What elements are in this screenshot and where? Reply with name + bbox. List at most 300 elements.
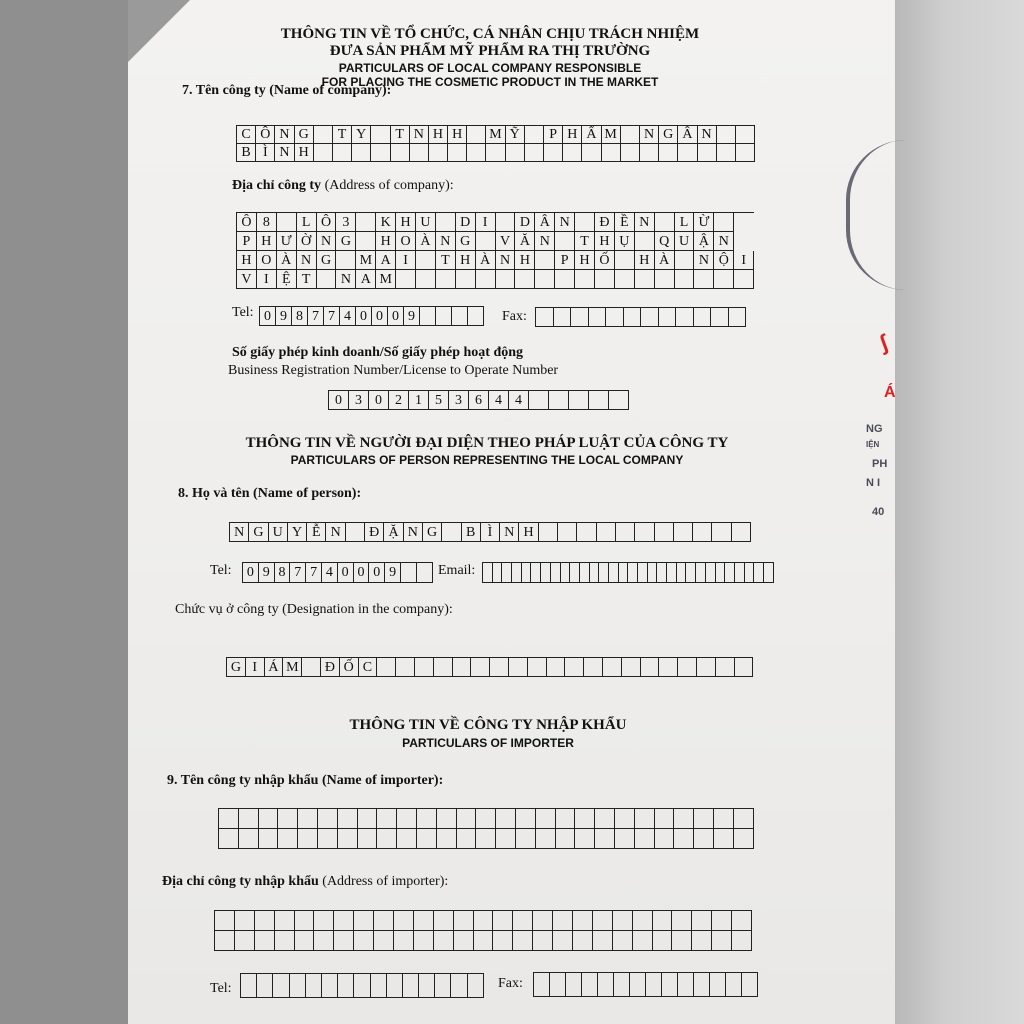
char-box[interactable]	[322, 974, 338, 998]
char-box[interactable]	[696, 563, 706, 583]
char-box[interactable]	[496, 829, 516, 849]
char-box[interactable]	[535, 251, 555, 270]
char-box[interactable]	[672, 911, 692, 931]
char-box[interactable]	[544, 144, 563, 162]
char-box[interactable]	[615, 270, 635, 289]
char-box[interactable]	[448, 144, 467, 162]
char-box[interactable]: 0	[260, 307, 276, 326]
char-box[interactable]	[528, 658, 547, 677]
char-box[interactable]	[241, 974, 257, 998]
person-name-grid[interactable]	[229, 522, 751, 542]
char-box[interactable]	[536, 809, 556, 829]
char-box[interactable]: 7	[308, 307, 324, 326]
char-box[interactable]: N	[336, 270, 356, 289]
char-box[interactable]: P	[555, 251, 575, 270]
char-box[interactable]	[436, 270, 456, 289]
char-box[interactable]	[622, 658, 641, 677]
char-box[interactable]: 3	[449, 391, 469, 410]
char-box[interactable]: M	[602, 126, 621, 144]
char-box[interactable]	[318, 809, 338, 829]
char-box[interactable]: I	[396, 251, 416, 270]
char-box[interactable]	[590, 563, 600, 583]
char-box[interactable]: 9	[385, 563, 401, 583]
char-box[interactable]	[338, 974, 354, 998]
char-box[interactable]	[516, 809, 536, 829]
char-box[interactable]: 0	[354, 563, 370, 583]
char-box[interactable]	[678, 973, 694, 997]
char-box[interactable]	[354, 974, 370, 998]
char-box[interactable]	[547, 658, 566, 677]
char-box[interactable]: T	[575, 232, 595, 251]
char-box[interactable]: H	[635, 251, 655, 270]
char-box[interactable]: Ờ	[297, 232, 317, 251]
char-box[interactable]	[454, 931, 474, 951]
char-box[interactable]: 0	[372, 307, 388, 326]
char-box[interactable]	[716, 658, 735, 677]
char-box[interactable]: H	[448, 126, 467, 144]
char-box[interactable]	[338, 809, 358, 829]
char-box[interactable]: N	[500, 523, 519, 542]
char-box[interactable]	[298, 809, 318, 829]
char-box[interactable]	[609, 391, 629, 410]
char-box[interactable]: H	[429, 126, 448, 144]
char-box[interactable]	[736, 144, 755, 162]
char-box[interactable]: 4	[322, 563, 338, 583]
char-box[interactable]: V	[237, 270, 257, 289]
char-box[interactable]	[653, 931, 673, 951]
char-box[interactable]	[506, 144, 525, 162]
char-box[interactable]	[377, 658, 396, 677]
char-box[interactable]: I	[257, 270, 277, 289]
company-name-grid[interactable]	[236, 125, 755, 162]
char-box[interactable]	[621, 144, 640, 162]
char-box[interactable]: O	[396, 232, 416, 251]
char-box[interactable]	[502, 563, 512, 583]
char-box[interactable]	[613, 931, 633, 951]
char-box[interactable]	[219, 809, 239, 829]
char-box[interactable]	[391, 144, 410, 162]
char-box[interactable]	[219, 829, 239, 849]
char-box[interactable]	[403, 974, 419, 998]
char-box[interactable]	[371, 144, 390, 162]
char-box[interactable]	[599, 563, 609, 583]
char-box[interactable]	[215, 911, 235, 931]
char-box[interactable]	[476, 270, 496, 289]
char-box[interactable]	[215, 931, 235, 951]
char-box[interactable]	[714, 829, 734, 849]
char-box[interactable]	[512, 563, 522, 583]
char-box[interactable]: Ô	[256, 126, 275, 144]
char-box[interactable]	[717, 144, 736, 162]
char-box[interactable]	[453, 658, 472, 677]
char-box[interactable]: Ố	[595, 251, 615, 270]
char-box[interactable]: N	[694, 251, 714, 270]
char-box[interactable]	[686, 563, 696, 583]
char-box[interactable]: O	[257, 251, 277, 270]
char-box[interactable]	[468, 974, 484, 998]
char-box[interactable]: L	[675, 213, 695, 232]
char-box[interactable]	[638, 563, 648, 583]
char-box[interactable]: 3	[349, 391, 369, 410]
char-box[interactable]: H	[376, 232, 396, 251]
char-box[interactable]: 2	[389, 391, 409, 410]
char-box[interactable]	[584, 658, 603, 677]
char-box[interactable]: N	[496, 251, 516, 270]
char-box[interactable]	[674, 523, 693, 542]
char-box[interactable]	[675, 251, 695, 270]
char-box[interactable]	[338, 829, 358, 849]
char-box[interactable]	[255, 931, 275, 951]
char-box[interactable]: N	[535, 232, 555, 251]
char-box[interactable]	[531, 563, 541, 583]
char-box[interactable]: À	[476, 251, 496, 270]
char-box[interactable]	[474, 911, 494, 931]
char-box[interactable]: M	[283, 658, 302, 677]
char-box[interactable]	[698, 144, 717, 162]
char-box[interactable]	[295, 911, 315, 931]
char-box[interactable]	[635, 829, 655, 849]
char-box[interactable]	[655, 270, 675, 289]
char-box[interactable]	[354, 931, 374, 951]
char-box[interactable]	[712, 911, 732, 931]
char-box[interactable]	[573, 911, 593, 931]
char-box[interactable]	[457, 809, 477, 829]
char-box[interactable]: 8	[257, 213, 277, 232]
char-box[interactable]	[257, 974, 273, 998]
char-box[interactable]: 7	[324, 307, 340, 326]
char-box[interactable]: 9	[259, 563, 275, 583]
char-box[interactable]	[456, 270, 476, 289]
char-box[interactable]: I	[246, 658, 265, 677]
char-box[interactable]: Đ	[365, 523, 384, 542]
char-box[interactable]	[621, 126, 640, 144]
char-box[interactable]: G	[423, 523, 442, 542]
char-box[interactable]: G	[336, 232, 356, 251]
char-box[interactable]	[558, 523, 577, 542]
char-box[interactable]: N	[640, 126, 659, 144]
char-box[interactable]	[589, 308, 607, 327]
char-box[interactable]	[575, 809, 595, 829]
char-box[interactable]	[640, 144, 659, 162]
char-box[interactable]	[556, 809, 576, 829]
char-box[interactable]: H	[257, 232, 277, 251]
char-box[interactable]: T	[436, 251, 456, 270]
char-box[interactable]: C	[237, 126, 256, 144]
char-box[interactable]: Â	[535, 213, 555, 232]
char-box[interactable]	[561, 563, 571, 583]
char-box[interactable]	[434, 911, 454, 931]
char-box[interactable]	[672, 931, 692, 951]
char-box[interactable]: C	[359, 658, 378, 677]
char-box[interactable]: Ừ	[694, 213, 714, 232]
char-box[interactable]	[553, 911, 573, 931]
char-box[interactable]	[613, 911, 633, 931]
char-box[interactable]	[496, 270, 516, 289]
char-box[interactable]	[396, 658, 415, 677]
char-box[interactable]	[522, 563, 532, 583]
char-box[interactable]	[417, 809, 437, 829]
char-box[interactable]	[633, 911, 653, 931]
char-box[interactable]: A	[376, 251, 396, 270]
char-box[interactable]	[534, 973, 550, 997]
char-box[interactable]	[693, 523, 712, 542]
char-box[interactable]	[259, 829, 279, 849]
char-box[interactable]	[536, 308, 554, 327]
char-box[interactable]: Ẩ	[582, 126, 601, 144]
char-box[interactable]	[476, 232, 496, 251]
company-tel-grid[interactable]	[259, 306, 484, 326]
char-box[interactable]: 0	[369, 563, 385, 583]
char-box[interactable]	[566, 973, 582, 997]
char-box[interactable]: N	[326, 523, 345, 542]
char-box[interactable]	[525, 144, 544, 162]
char-box[interactable]	[302, 658, 321, 677]
char-box[interactable]	[541, 563, 551, 583]
char-box[interactable]: Ố	[340, 658, 359, 677]
char-box[interactable]	[493, 911, 513, 931]
char-box[interactable]	[635, 232, 655, 251]
char-box[interactable]: Ậ	[694, 232, 714, 251]
char-box[interactable]: Ễ	[307, 523, 326, 542]
char-box[interactable]: À	[277, 251, 297, 270]
char-box[interactable]	[734, 829, 754, 849]
char-box[interactable]	[496, 809, 516, 829]
char-box[interactable]	[735, 563, 745, 583]
char-box[interactable]: P	[544, 126, 563, 144]
char-box[interactable]	[414, 931, 434, 951]
char-box[interactable]: H	[396, 213, 416, 232]
char-box[interactable]: D	[515, 213, 535, 232]
char-box[interactable]	[606, 308, 624, 327]
char-box[interactable]: 8	[292, 307, 308, 326]
char-box[interactable]	[593, 911, 613, 931]
char-box[interactable]: N	[436, 232, 456, 251]
char-box[interactable]: Ă	[515, 232, 535, 251]
char-box[interactable]: 5	[429, 391, 449, 410]
char-box[interactable]: Q	[655, 232, 675, 251]
char-box[interactable]	[595, 809, 615, 829]
char-box[interactable]	[356, 232, 376, 251]
char-box[interactable]: N	[230, 523, 249, 542]
char-box[interactable]	[435, 974, 451, 998]
char-box[interactable]: Ặ	[384, 523, 403, 542]
char-box[interactable]	[235, 911, 255, 931]
char-box[interactable]: V	[496, 232, 516, 251]
char-box[interactable]	[352, 144, 371, 162]
char-box[interactable]: N	[410, 126, 429, 144]
char-box[interactable]	[533, 911, 553, 931]
char-box[interactable]	[275, 911, 295, 931]
char-box[interactable]	[662, 973, 678, 997]
char-box[interactable]: M	[486, 126, 505, 144]
char-box[interactable]: Â	[678, 126, 697, 144]
char-box[interactable]: G	[295, 126, 314, 144]
char-box[interactable]	[474, 931, 494, 951]
char-box[interactable]	[555, 232, 575, 251]
char-box[interactable]	[754, 563, 764, 583]
char-box[interactable]	[674, 829, 694, 849]
char-box[interactable]	[595, 270, 615, 289]
char-box[interactable]	[716, 563, 726, 583]
char-box[interactable]	[657, 563, 667, 583]
char-box[interactable]	[624, 308, 642, 327]
char-box[interactable]	[336, 251, 356, 270]
char-box[interactable]	[725, 563, 735, 583]
char-box[interactable]	[659, 308, 677, 327]
char-box[interactable]	[575, 270, 595, 289]
designation-grid[interactable]	[226, 657, 753, 677]
char-box[interactable]: 1	[409, 391, 429, 410]
char-box[interactable]: T	[333, 126, 352, 144]
char-box[interactable]	[346, 523, 365, 542]
char-box[interactable]: 0	[369, 391, 389, 410]
char-box[interactable]	[554, 308, 572, 327]
char-box[interactable]	[374, 911, 394, 931]
char-box[interactable]	[573, 931, 593, 951]
char-box[interactable]	[659, 144, 678, 162]
char-box[interactable]	[602, 144, 621, 162]
char-box[interactable]	[694, 829, 714, 849]
char-box[interactable]: A	[356, 270, 376, 289]
char-box[interactable]	[397, 829, 417, 849]
char-box[interactable]	[457, 829, 477, 849]
char-box[interactable]: G	[317, 251, 337, 270]
char-box[interactable]: Ộ	[714, 251, 734, 270]
char-box[interactable]	[239, 829, 259, 849]
char-box[interactable]	[235, 931, 255, 951]
char-box[interactable]: T	[391, 126, 410, 144]
char-box[interactable]	[529, 391, 549, 410]
char-box[interactable]	[419, 974, 435, 998]
char-box[interactable]	[334, 931, 354, 951]
char-box[interactable]: 7	[290, 563, 306, 583]
char-box[interactable]	[333, 144, 352, 162]
char-box[interactable]	[595, 829, 615, 849]
char-box[interactable]	[577, 523, 596, 542]
char-box[interactable]	[467, 126, 486, 144]
char-box[interactable]	[454, 911, 474, 931]
char-box[interactable]: Ư	[277, 232, 297, 251]
char-box[interactable]: N	[555, 213, 575, 232]
char-box[interactable]	[275, 931, 295, 951]
char-box[interactable]: U	[675, 232, 695, 251]
char-box[interactable]	[513, 911, 533, 931]
char-box[interactable]: Ệ	[277, 270, 297, 289]
char-box[interactable]	[714, 809, 734, 829]
char-box[interactable]: 0	[329, 391, 349, 410]
char-box[interactable]: 0	[388, 307, 404, 326]
char-box[interactable]	[676, 308, 694, 327]
char-box[interactable]	[678, 658, 697, 677]
char-box[interactable]	[570, 563, 580, 583]
char-box[interactable]	[655, 213, 675, 232]
char-box[interactable]	[318, 829, 338, 849]
char-box[interactable]: Đ	[321, 658, 340, 677]
char-box[interactable]: H	[456, 251, 476, 270]
char-box[interactable]	[615, 809, 635, 829]
char-box[interactable]: K	[376, 213, 396, 232]
char-box[interactable]	[735, 658, 754, 677]
char-box[interactable]	[597, 523, 616, 542]
char-box[interactable]	[515, 270, 535, 289]
char-box[interactable]	[614, 973, 630, 997]
char-box[interactable]	[694, 270, 714, 289]
char-box[interactable]: L	[297, 213, 317, 232]
char-box[interactable]	[442, 523, 461, 542]
char-box[interactable]	[734, 809, 754, 829]
char-box[interactable]	[732, 523, 751, 542]
char-box[interactable]	[710, 973, 726, 997]
char-box[interactable]	[371, 974, 387, 998]
char-box[interactable]: Ì	[481, 523, 500, 542]
char-box[interactable]: 9	[276, 307, 292, 326]
char-box[interactable]: Ỹ	[506, 126, 525, 144]
char-box[interactable]: N	[275, 144, 294, 162]
char-box[interactable]: Đ	[595, 213, 615, 232]
char-box[interactable]: I	[734, 251, 754, 270]
char-box[interactable]	[314, 911, 334, 931]
char-box[interactable]: I	[476, 213, 496, 232]
char-box[interactable]	[694, 973, 710, 997]
char-box[interactable]	[556, 829, 576, 849]
char-box[interactable]	[692, 911, 712, 931]
char-box[interactable]	[598, 973, 614, 997]
char-box[interactable]	[550, 973, 566, 997]
char-box[interactable]	[314, 931, 334, 951]
char-box[interactable]	[726, 973, 742, 997]
char-box[interactable]	[358, 809, 378, 829]
char-box[interactable]	[509, 658, 528, 677]
char-box[interactable]: M	[356, 251, 376, 270]
char-box[interactable]	[468, 307, 484, 326]
char-box[interactable]: N	[635, 213, 655, 232]
char-box[interactable]: 0	[338, 563, 354, 583]
char-box[interactable]	[314, 126, 333, 144]
person-email-grid[interactable]	[482, 562, 774, 583]
char-box[interactable]	[717, 126, 736, 144]
char-box[interactable]	[635, 809, 655, 829]
char-box[interactable]: À	[416, 232, 436, 251]
char-box[interactable]	[259, 809, 279, 829]
char-box[interactable]	[401, 563, 417, 583]
importer-name-grid[interactable]	[218, 808, 754, 849]
char-box[interactable]: Y	[352, 126, 371, 144]
char-box[interactable]: Y	[288, 523, 307, 542]
char-box[interactable]	[667, 563, 677, 583]
char-box[interactable]	[525, 126, 544, 144]
char-box[interactable]	[555, 270, 575, 289]
char-box[interactable]	[674, 809, 694, 829]
char-box[interactable]	[513, 931, 533, 951]
char-box[interactable]	[486, 144, 505, 162]
char-box[interactable]	[609, 563, 619, 583]
char-box[interactable]	[697, 658, 716, 677]
char-box[interactable]	[694, 308, 712, 327]
char-box[interactable]: T	[297, 270, 317, 289]
char-box[interactable]: D	[456, 213, 476, 232]
char-box[interactable]	[655, 523, 674, 542]
char-box[interactable]	[358, 829, 378, 849]
char-box[interactable]	[732, 911, 752, 931]
char-box[interactable]	[377, 809, 397, 829]
char-box[interactable]	[742, 973, 758, 997]
char-box[interactable]: Ô	[317, 213, 337, 232]
char-box[interactable]	[641, 308, 659, 327]
char-box[interactable]: N	[404, 523, 423, 542]
char-box[interactable]	[615, 829, 635, 849]
char-box[interactable]	[298, 829, 318, 849]
char-box[interactable]: G	[249, 523, 268, 542]
